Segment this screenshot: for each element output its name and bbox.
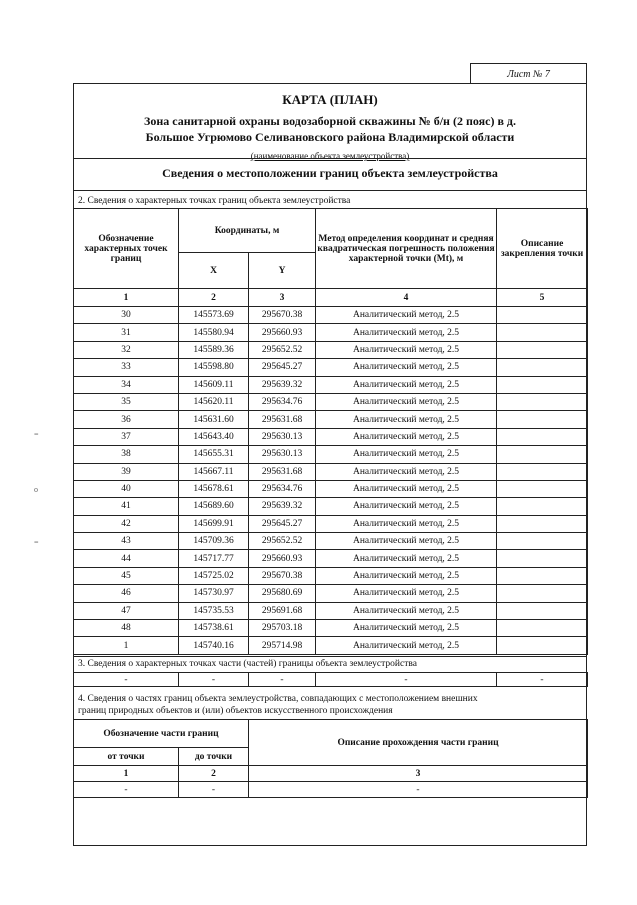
table-row bbox=[74, 567, 588, 584]
point-cell: 1 bbox=[74, 637, 179, 654]
col-number: 3 bbox=[249, 766, 588, 782]
method-cell: Аналитический метод, 2.5 bbox=[316, 550, 497, 567]
desc-cell bbox=[497, 341, 588, 358]
method-cell: Аналитический метод, 2.5 bbox=[316, 307, 497, 324]
empty-cell: - bbox=[249, 673, 316, 687]
table-row bbox=[74, 533, 588, 550]
point-cell: 31 bbox=[74, 324, 179, 341]
method-cell: Аналитический метод, 2.5 bbox=[316, 637, 497, 654]
margin-mark: o bbox=[34, 485, 38, 494]
y-cell: 295634.76 bbox=[249, 480, 316, 497]
x-cell: 145725.02 bbox=[179, 567, 249, 584]
table-row bbox=[74, 307, 588, 324]
method-cell: Аналитический метод, 2.5 bbox=[316, 480, 497, 497]
header-method: Метод определения координат и средняя квадратическая погрешность положения характерной точки (Мt), м bbox=[316, 209, 497, 289]
x-cell: 145620.11 bbox=[179, 393, 249, 410]
point-cell: 46 bbox=[74, 585, 179, 602]
table-row bbox=[74, 446, 588, 463]
y-cell: 295639.32 bbox=[249, 376, 316, 393]
desc-cell bbox=[497, 411, 588, 428]
method-cell: Аналитический метод, 2.5 bbox=[316, 428, 497, 445]
points-table bbox=[73, 208, 588, 655]
desc-cell bbox=[497, 359, 588, 376]
desc-cell bbox=[497, 393, 588, 410]
map-title: КАРТА (ПЛАН) bbox=[282, 92, 378, 107]
method-cell: Аналитический метод, 2.5 bbox=[316, 515, 497, 532]
points-body bbox=[74, 307, 588, 655]
col-number: 2 bbox=[179, 289, 249, 307]
desc-cell bbox=[497, 602, 588, 619]
x-cell: 145699.91 bbox=[179, 515, 249, 532]
point-cell: 47 bbox=[74, 602, 179, 619]
method-cell: Аналитический метод, 2.5 bbox=[316, 446, 497, 463]
y-cell: 295645.27 bbox=[249, 359, 316, 376]
method-cell: Аналитический метод, 2.5 bbox=[316, 498, 497, 515]
point-cell: 45 bbox=[74, 567, 179, 584]
method-cell: Аналитический метод, 2.5 bbox=[316, 602, 497, 619]
point-cell: 30 bbox=[74, 307, 179, 324]
table-row bbox=[74, 480, 588, 497]
header-part: Обозначение части границ bbox=[74, 720, 249, 748]
x-cell: 145643.40 bbox=[179, 428, 249, 445]
y-cell: 295670.38 bbox=[249, 567, 316, 584]
divider bbox=[73, 190, 587, 191]
table-row bbox=[74, 550, 588, 567]
desc-cell bbox=[497, 498, 588, 515]
margin-mark: = bbox=[34, 538, 39, 547]
desc-cell bbox=[497, 620, 588, 637]
header-from: от точки bbox=[74, 748, 179, 766]
y-cell: 295630.13 bbox=[249, 428, 316, 445]
desc-cell bbox=[497, 307, 588, 324]
section3-table bbox=[73, 672, 588, 687]
method-cell: Аналитический метод, 2.5 bbox=[316, 567, 497, 584]
section3-title: 3. Сведения о характерных точках части (частей) границы объекта землеустройства bbox=[78, 659, 417, 669]
y-cell: 295691.68 bbox=[249, 602, 316, 619]
header-point: Обозначение характерных точек границ bbox=[74, 209, 179, 289]
y-cell: 295670.38 bbox=[249, 307, 316, 324]
x-cell: 145740.16 bbox=[179, 637, 249, 654]
header-coords: Координаты, м bbox=[179, 209, 316, 253]
col-number: 1 bbox=[74, 289, 179, 307]
empty-cell: - bbox=[316, 673, 497, 687]
section-header: Сведения о местоположении границ объекта землеустройства bbox=[162, 166, 498, 180]
table-row bbox=[74, 602, 588, 619]
point-cell: 42 bbox=[74, 515, 179, 532]
table-row bbox=[74, 620, 588, 637]
zone-title-line2: Большое Угрюмово Селивановского района Владимирской области bbox=[145, 130, 515, 144]
empty-cell: - bbox=[497, 673, 588, 687]
x-cell: 145631.60 bbox=[179, 411, 249, 428]
col-number: 5 bbox=[497, 289, 588, 307]
point-cell: 35 bbox=[74, 393, 179, 410]
desc-cell bbox=[497, 515, 588, 532]
method-cell: Аналитический метод, 2.5 bbox=[316, 620, 497, 637]
desc-cell bbox=[497, 637, 588, 654]
method-cell: Аналитический метод, 2.5 bbox=[316, 341, 497, 358]
table-row bbox=[74, 428, 588, 445]
point-cell: 44 bbox=[74, 550, 179, 567]
col-number: 2 bbox=[179, 766, 249, 782]
col-number: 3 bbox=[249, 289, 316, 307]
empty-cell: - bbox=[74, 673, 179, 687]
section4-table bbox=[73, 719, 588, 798]
x-cell: 145598.80 bbox=[179, 359, 249, 376]
desc-cell bbox=[497, 376, 588, 393]
x-cell: 145735.53 bbox=[179, 602, 249, 619]
point-cell: 34 bbox=[74, 376, 179, 393]
y-cell: 295660.93 bbox=[249, 550, 316, 567]
x-cell: 145738.61 bbox=[179, 620, 249, 637]
x-cell: 145667.11 bbox=[179, 463, 249, 480]
header-desc: Описание закрепления точки bbox=[497, 209, 588, 289]
x-cell: 145609.11 bbox=[179, 376, 249, 393]
empty-cell: - bbox=[179, 782, 249, 798]
method-cell: Аналитический метод, 2.5 bbox=[316, 533, 497, 550]
y-cell: 295652.52 bbox=[249, 533, 316, 550]
table-row bbox=[74, 393, 588, 410]
table-row bbox=[74, 324, 588, 341]
y-cell: 295639.32 bbox=[249, 498, 316, 515]
method-cell: Аналитический метод, 2.5 bbox=[316, 376, 497, 393]
sheet-number: Лист № 7 bbox=[470, 63, 587, 84]
method-cell: Аналитический метод, 2.5 bbox=[316, 463, 497, 480]
empty-cell: - bbox=[249, 782, 588, 798]
point-cell: 33 bbox=[74, 359, 179, 376]
header-y: Y bbox=[249, 253, 316, 289]
object-caption: (наименование объекта землеустройства) bbox=[250, 151, 410, 161]
x-cell: 145655.31 bbox=[179, 446, 249, 463]
desc-cell bbox=[497, 567, 588, 584]
method-cell: Аналитический метод, 2.5 bbox=[316, 411, 497, 428]
y-cell: 295652.52 bbox=[249, 341, 316, 358]
x-cell: 145730.97 bbox=[179, 585, 249, 602]
table-row bbox=[74, 341, 588, 358]
point-cell: 43 bbox=[74, 533, 179, 550]
method-cell: Аналитический метод, 2.5 bbox=[316, 359, 497, 376]
point-cell: 38 bbox=[74, 446, 179, 463]
y-cell: 295631.68 bbox=[249, 411, 316, 428]
y-cell: 295631.68 bbox=[249, 463, 316, 480]
method-cell: Аналитический метод, 2.5 bbox=[316, 585, 497, 602]
table-row bbox=[74, 463, 588, 480]
point-cell: 48 bbox=[74, 620, 179, 637]
y-cell: 295703.18 bbox=[249, 620, 316, 637]
x-cell: 145589.36 bbox=[179, 341, 249, 358]
x-cell: 145580.94 bbox=[179, 324, 249, 341]
section4-title-line1: 4. Сведения о частях границ объекта землеустройства, совпадающих с местоположением внешних bbox=[78, 694, 478, 704]
header-x: X bbox=[179, 253, 249, 289]
zone-title-line1: Зона санитарной охраны водозаборной скважины № б/н (2 пояс) в д. bbox=[143, 114, 516, 128]
x-cell: 145709.36 bbox=[179, 533, 249, 550]
col-number: 1 bbox=[74, 766, 179, 782]
desc-cell bbox=[497, 480, 588, 497]
y-cell: 295680.69 bbox=[249, 585, 316, 602]
desc-cell bbox=[497, 585, 588, 602]
divider bbox=[73, 656, 587, 657]
desc-cell bbox=[497, 324, 588, 341]
col-number: 4 bbox=[316, 289, 497, 307]
desc-cell bbox=[497, 550, 588, 567]
margin-mark: = bbox=[34, 430, 39, 439]
table-row bbox=[74, 585, 588, 602]
y-cell: 295660.93 bbox=[249, 324, 316, 341]
x-cell: 145717.77 bbox=[179, 550, 249, 567]
x-cell: 145573.69 bbox=[179, 307, 249, 324]
y-cell: 295645.27 bbox=[249, 515, 316, 532]
table-row bbox=[74, 515, 588, 532]
method-cell: Аналитический метод, 2.5 bbox=[316, 324, 497, 341]
divider bbox=[73, 158, 587, 159]
section2-title: 2. Сведения о характерных точках границ объекта землеустройства bbox=[78, 196, 351, 206]
x-cell: 145678.61 bbox=[179, 480, 249, 497]
desc-cell bbox=[497, 463, 588, 480]
empty-cell: - bbox=[179, 673, 249, 687]
desc-cell bbox=[497, 446, 588, 463]
table-row bbox=[74, 637, 588, 654]
desc-cell bbox=[497, 533, 588, 550]
point-cell: 41 bbox=[74, 498, 179, 515]
header-part-desc: Описание прохождения части границ bbox=[249, 720, 588, 766]
table-row bbox=[74, 498, 588, 515]
y-cell: 295630.13 bbox=[249, 446, 316, 463]
point-cell: 40 bbox=[74, 480, 179, 497]
y-cell: 295634.76 bbox=[249, 393, 316, 410]
method-cell: Аналитический метод, 2.5 bbox=[316, 393, 497, 410]
y-cell: 295714.98 bbox=[249, 637, 316, 654]
desc-cell bbox=[497, 428, 588, 445]
point-cell: 36 bbox=[74, 411, 179, 428]
x-cell: 145689.60 bbox=[179, 498, 249, 515]
table-row bbox=[74, 359, 588, 376]
section4-title-line2: границ природных объектов и (или) объектов искусственного происхождения bbox=[78, 706, 393, 716]
empty-cell: - bbox=[74, 782, 179, 798]
point-cell: 32 bbox=[74, 341, 179, 358]
point-cell: 37 bbox=[74, 428, 179, 445]
table-row bbox=[74, 411, 588, 428]
header-to: до точки bbox=[179, 748, 249, 766]
table-row bbox=[74, 376, 588, 393]
point-cell: 39 bbox=[74, 463, 179, 480]
